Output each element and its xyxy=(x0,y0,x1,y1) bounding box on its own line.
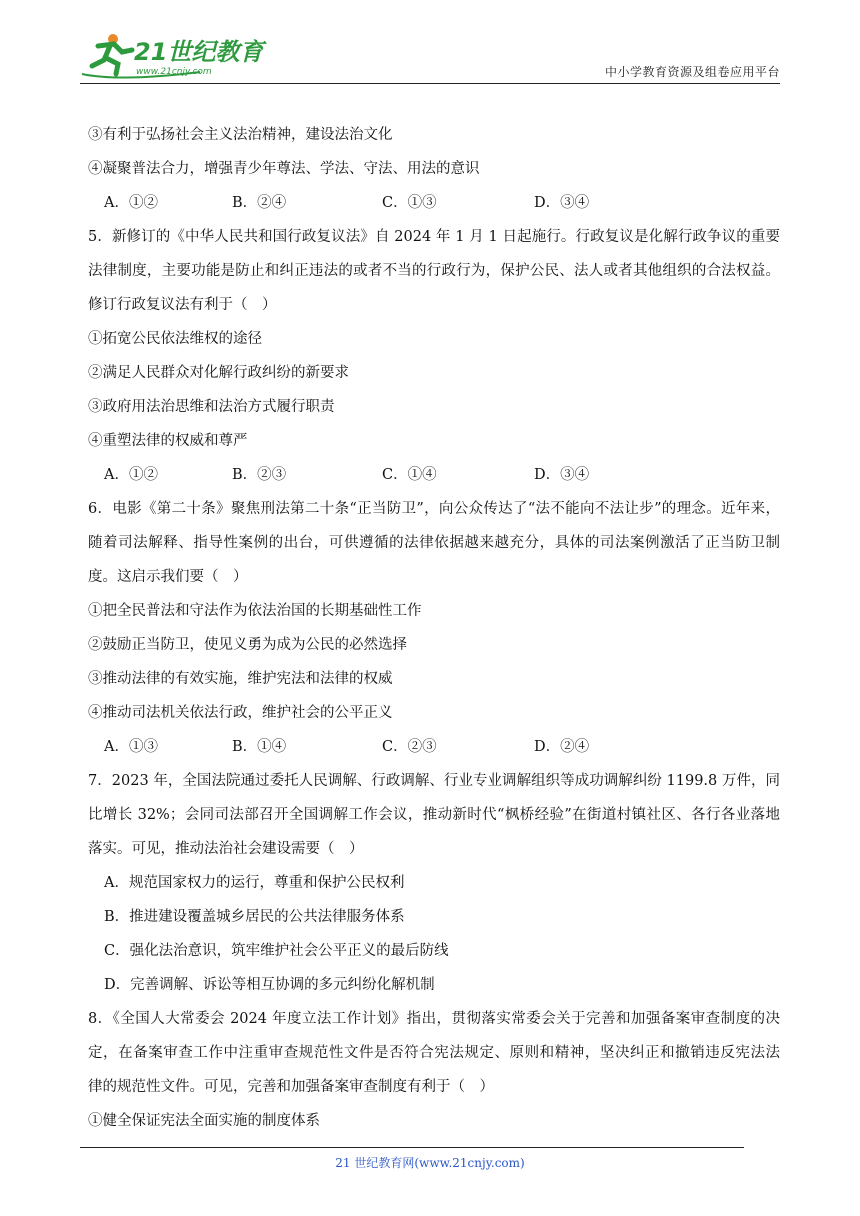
q7-stem-line-3: 落实。可见，推动法治社会建设需要（ ） xyxy=(88,841,364,857)
q6-item-4: ④推动司法机关依法行政，维护社会的公平正义 xyxy=(88,705,393,721)
q5-stem-line-1: 5．新修订的《中华人民共和国行政复议法》自 2024 年 1 月 1 日起施行。行政复议是化解行政争议的重要 xyxy=(88,229,780,245)
q7-stem-line-2: 比增长 32%；会同司法部召开全国调解工作会议，推动新时代“枫桥经验”在街道村镇社区、各行各业落地 xyxy=(88,807,780,823)
q5-item-3: ③政府用法治思维和法治方式履行职责 xyxy=(88,399,335,415)
q6-item-1: ①把全民普法和守法作为依法治国的长期基础性工作 xyxy=(88,603,422,619)
q6-option-d: D．②④ xyxy=(534,739,590,755)
q6-stem-line-2: 随着司法解释、指导性案例的出台，可供遵循的法律依据越来越充分，具体的司法案例激活了正当防卫制 xyxy=(88,535,780,551)
q7-option-b: B．推进建设覆盖城乡居民的公共法律服务体系 xyxy=(104,909,405,925)
page-header xyxy=(80,30,780,82)
q6-option-c: C．②③ xyxy=(382,739,437,755)
platform-title: 中小学教育资源及组卷应用平台 xyxy=(604,65,780,79)
q7-option-a: A．规范国家权力的运行，尊重和保护公民权利 xyxy=(104,875,405,891)
q5-item-2: ②满足人民群众对化解行政纠纷的新要求 xyxy=(88,365,349,381)
q5-option-a: A．①② xyxy=(104,467,158,483)
q4-option-b: B．②④ xyxy=(232,195,287,211)
q8-item-1: ①健全保证宪法全面实施的制度体系 xyxy=(88,1113,320,1129)
q5-options xyxy=(88,458,780,492)
q5-option-c: C．①④ xyxy=(382,467,437,483)
q5-item-4: ④重塑法律的权威和尊严 xyxy=(88,433,248,449)
header-divider xyxy=(80,83,780,84)
footer-divider xyxy=(80,1147,744,1148)
q5-stem-line-2: 法律制度，主要功能是防止和纠正违法的或者不当的行政行为，保护公民、法人或者其他组织的合法权益。 xyxy=(88,263,780,279)
q6-stem-line-1: 6．电影《第二十条》聚焦刑法第二十条“正当防卫”，向公众传达了“法不能向不法让步”的理念。近年来， xyxy=(88,501,780,517)
q4-option-a: A．①② xyxy=(104,195,158,211)
logo-text: 21世纪教育 xyxy=(134,38,264,66)
q6-options xyxy=(88,730,780,764)
q4-item-4: ④凝聚普法合力，增强青少年尊法、学法、守法、用法的意识 xyxy=(88,161,480,177)
q4-option-d: D．③④ xyxy=(534,195,590,211)
q4-option-c: C．①③ xyxy=(382,195,437,211)
q6-option-a: A．①③ xyxy=(104,739,158,755)
q7-option-d: D．完善调解、诉讼等相互协调的多元纠纷化解机制 xyxy=(104,977,435,993)
q7-option-c: C．强化法治意识，筑牢维护社会公平正义的最后防线 xyxy=(104,943,449,959)
q6-option-b: B．①④ xyxy=(232,739,287,755)
logo-url: www.21cnjy.com xyxy=(136,67,212,77)
q8-stem-line-3: 律的规范性文件。可见，完善和加强备案审查制度有利于（ ） xyxy=(88,1079,494,1095)
q4-options xyxy=(88,186,780,220)
q5-stem-line-3: 修订行政复议法有利于（ ） xyxy=(88,297,277,313)
q7-stem-line-1: 7．2023 年，全国法院通过委托人民调解、行政调解、行业专业调解组织等成功调解纠纷 1199.8 万件，同 xyxy=(88,773,780,789)
q6-item-2: ②鼓励正当防卫，使见义勇为成为公民的必然选择 xyxy=(88,637,407,653)
q5-option-d: D．③④ xyxy=(534,467,590,483)
footer-site-link[interactable]: 21 世纪教育网(www.21cnjy.com) xyxy=(335,1156,525,1170)
q6-item-3: ③推动法律的有效实施，维护宪法和法律的权威 xyxy=(88,671,393,687)
q8-stem-line-2: 定，在备案审查工作中注重审查规范性文件是否符合宪法规定、原则和精神，坚决纠正和撤销违反宪法法 xyxy=(88,1045,780,1061)
exam-content xyxy=(88,118,780,1138)
q5-item-1: ①拓宽公民依法维权的途径 xyxy=(88,331,262,347)
q6-stem-line-3: 度。这启示我们要（ ） xyxy=(88,569,248,585)
logo-21cnjy xyxy=(80,30,264,78)
q8-stem-line-1: 8．《全国人大常委会 2024 年度立法工作计划》指出，贯彻落实常委会关于完善和加强备案审查制度的决 xyxy=(88,1011,780,1027)
q4-item-3: ③有利于弘扬社会主义法治精神，建设法治文化 xyxy=(88,127,393,143)
q5-option-b: B．②③ xyxy=(232,467,287,483)
